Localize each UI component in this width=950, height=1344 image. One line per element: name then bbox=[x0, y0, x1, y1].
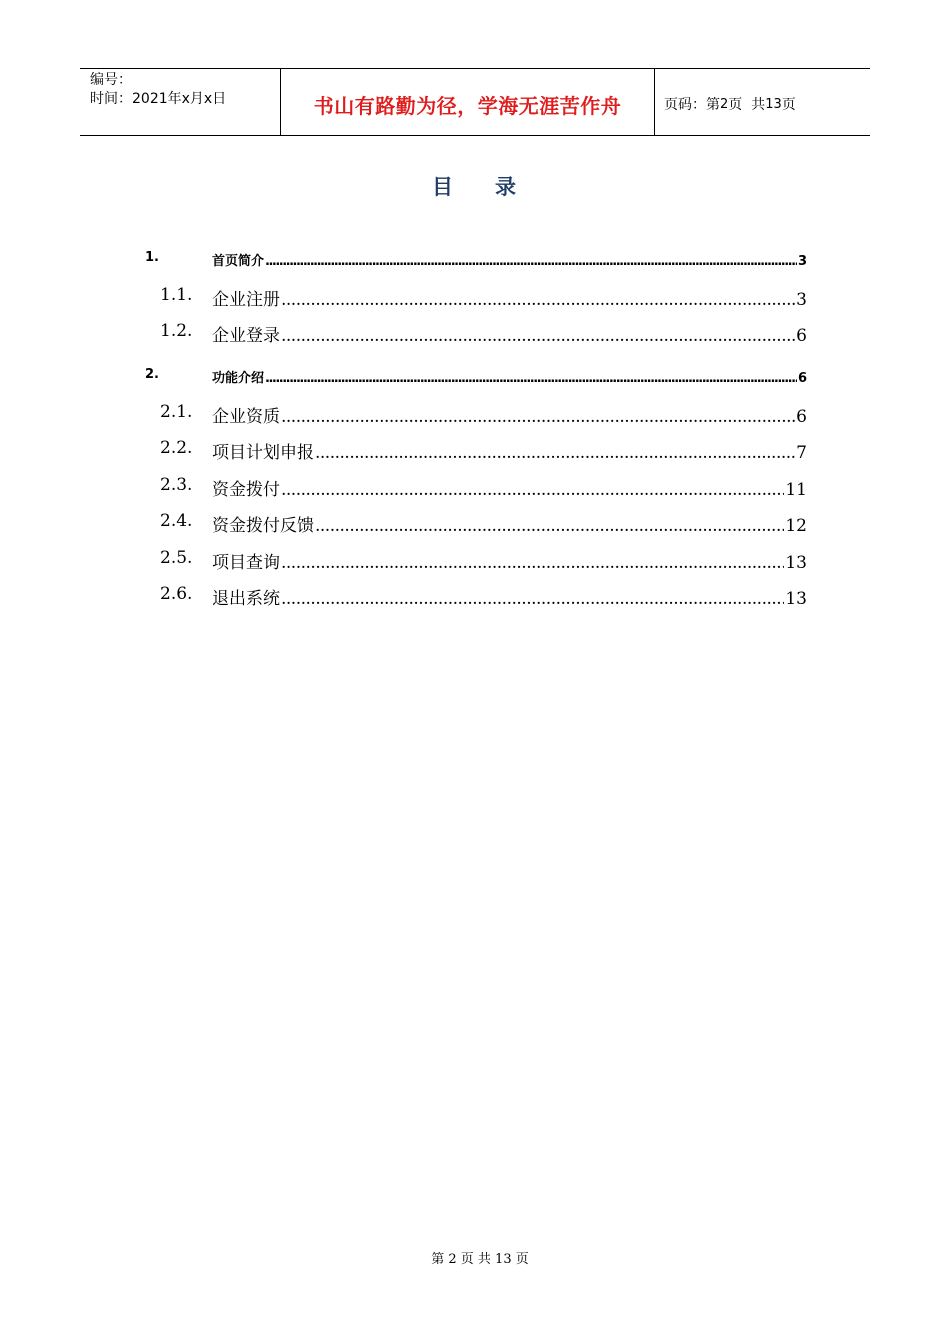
toc-title bbox=[0, 171, 950, 201]
toc-dot-leader bbox=[281, 290, 795, 310]
toc-entry-body bbox=[212, 367, 807, 386]
toc-title-right: 录 bbox=[495, 175, 518, 199]
toc-entry-title: 企业资质 bbox=[212, 407, 280, 427]
toc-title-left: 目 bbox=[432, 175, 455, 199]
toc-entry-number: 2.2. bbox=[160, 438, 193, 458]
page-current: 2 bbox=[720, 96, 729, 112]
header-motto: 书山有路勤为径，学海无涯苦作舟 bbox=[313, 93, 622, 118]
toc-entry-body bbox=[212, 250, 807, 269]
toc-entry-number: 1.1. bbox=[160, 285, 193, 305]
code-label: 编号： bbox=[90, 72, 132, 88]
toc-entry-page: 12 bbox=[785, 516, 807, 536]
toc-entry-number: 1.2. bbox=[160, 321, 193, 341]
toc-entry-title: 资金拨付 bbox=[212, 480, 280, 500]
toc-entry-body bbox=[212, 548, 807, 573]
toc-entry-body bbox=[212, 285, 807, 310]
toc-entry-page: 11 bbox=[785, 480, 807, 500]
toc-entry-body bbox=[212, 402, 807, 427]
toc-entry-body bbox=[212, 511, 807, 536]
toc-entry-number: 2.4. bbox=[160, 511, 193, 531]
toc-entry-body bbox=[212, 475, 807, 500]
toc-entry-title: 资金拨付反馈 bbox=[212, 516, 314, 536]
toc-dot-leader bbox=[281, 407, 795, 427]
toc-dot-leader bbox=[281, 326, 795, 346]
toc-entry-page: 7 bbox=[796, 443, 807, 463]
toc-entry-page: 13 bbox=[785, 553, 807, 573]
toc-dot-leader bbox=[315, 516, 784, 536]
toc-entry-number: 2.5. bbox=[160, 548, 193, 568]
toc-entry-number: 2.3. bbox=[160, 475, 193, 495]
toc-entry-title: 退出系统 bbox=[212, 589, 280, 609]
toc-entry-title: 项目计划申报 bbox=[212, 443, 314, 463]
toc-entry-page: 6 bbox=[796, 407, 807, 427]
toc-entry-title: 企业注册 bbox=[212, 290, 280, 310]
toc-entry-body bbox=[212, 321, 807, 346]
toc-entry-title: 企业登录 bbox=[212, 326, 280, 346]
date-label: 时间：2021年x月x日 bbox=[90, 91, 227, 107]
toc-dot-leader bbox=[265, 371, 797, 386]
page-label-mid: 页 共 bbox=[728, 97, 766, 113]
page-label-suffix: 页 bbox=[781, 97, 796, 113]
toc-entry-title: 功能介绍 bbox=[212, 371, 265, 386]
toc-entry-number: 2.1. bbox=[160, 402, 193, 422]
page-header bbox=[80, 68, 870, 136]
toc-entry-number: 2.6. bbox=[160, 584, 193, 604]
toc-entry-page: 6 bbox=[797, 371, 807, 386]
toc-entry-page: 13 bbox=[785, 589, 807, 609]
toc-entry-number: 2. bbox=[145, 367, 159, 382]
page-label-prefix: 页码：第 bbox=[664, 97, 720, 113]
toc-entry-title: 首页简介 bbox=[212, 254, 265, 269]
toc-dot-leader bbox=[281, 553, 784, 573]
page-total: 13 bbox=[765, 96, 782, 112]
toc-entry-title: 项目查询 bbox=[212, 553, 280, 573]
toc-dot-leader bbox=[281, 480, 784, 500]
toc-entry-page: 3 bbox=[797, 254, 807, 269]
toc-entry-number: 1. bbox=[145, 250, 159, 265]
header-motto-cell bbox=[281, 69, 655, 135]
header-meta bbox=[80, 69, 281, 135]
toc-dot-leader bbox=[265, 254, 797, 269]
toc-dot-leader bbox=[315, 443, 795, 463]
toc-entry-body bbox=[212, 584, 807, 609]
toc-entry-page: 6 bbox=[796, 326, 807, 346]
toc-dot-leader bbox=[281, 589, 784, 609]
page-footer: 第 2 页 共 13 页 bbox=[431, 1252, 529, 1267]
toc-entry-body bbox=[212, 438, 807, 463]
toc-entry-page: 3 bbox=[796, 290, 807, 310]
header-page-number bbox=[655, 69, 870, 135]
